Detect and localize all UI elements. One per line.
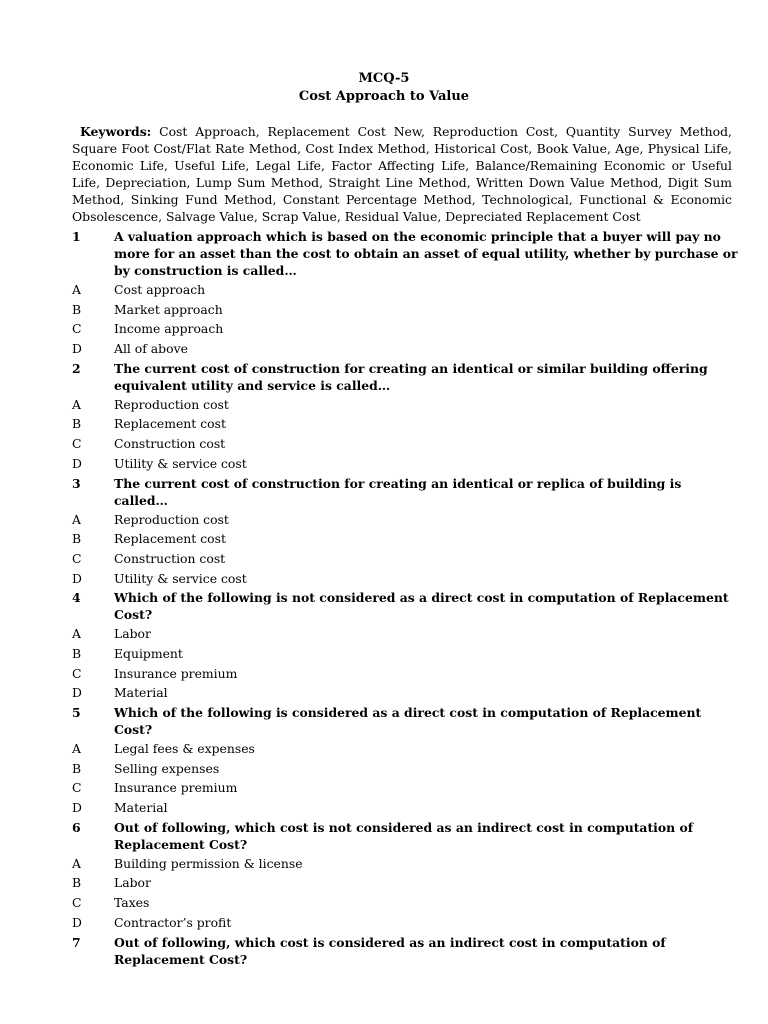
option-text: Replacement cost bbox=[114, 416, 226, 432]
question-text: Out of following, which cost is not considered as an indirect cost in computation of Replacement Cost? bbox=[114, 819, 694, 852]
option-letter: A bbox=[72, 741, 81, 756]
option-text: Building permission & license bbox=[114, 855, 303, 871]
option-row bbox=[72, 550, 738, 567]
option-text: Material bbox=[114, 685, 168, 701]
option-row bbox=[72, 625, 738, 642]
option-letter: C bbox=[72, 665, 82, 681]
option-row bbox=[72, 396, 738, 413]
question-text: Which of the following is not considered as a direct cost in computation of Replacement Cost? bbox=[114, 590, 729, 623]
option-text: Legal fees & expenses bbox=[114, 741, 255, 756]
option-text: Market approach bbox=[114, 301, 223, 317]
option-row bbox=[72, 894, 738, 911]
question-1 bbox=[72, 228, 738, 279]
question-text: Out of following, which cost is considered as an indirect cost in computation of Replacement Cost? bbox=[114, 934, 666, 967]
question-7 bbox=[72, 934, 738, 968]
option-letter: B bbox=[72, 416, 82, 432]
option-letter: D bbox=[72, 341, 82, 357]
option-row bbox=[72, 914, 738, 931]
option-row bbox=[72, 874, 738, 891]
question-number: 4 bbox=[72, 590, 81, 606]
option-row bbox=[72, 855, 738, 872]
option-text: Selling expenses bbox=[114, 760, 220, 776]
question-number: 5 bbox=[72, 705, 81, 720]
option-letter: C bbox=[72, 895, 82, 911]
option-row bbox=[72, 301, 738, 318]
option-row bbox=[72, 799, 738, 816]
option-text: Labor bbox=[114, 875, 151, 891]
question-number: 3 bbox=[72, 475, 81, 491]
option-row bbox=[72, 684, 738, 701]
option-text: Utility & service cost bbox=[114, 455, 247, 471]
option-row bbox=[72, 320, 738, 337]
option-text: Replacement cost bbox=[114, 531, 226, 547]
option-letter: B bbox=[72, 531, 82, 547]
option-text: Construction cost bbox=[114, 436, 226, 452]
option-letter: C bbox=[72, 436, 82, 452]
question-number: 1 bbox=[72, 229, 81, 244]
question-text: A valuation approach which is based on the economic principle that a buyer will pay no more for an asset than the cost to obtain an asset of equal utility, whether by purchase or by construction is called… bbox=[114, 229, 738, 278]
question-list bbox=[72, 226, 738, 970]
option-row bbox=[72, 665, 738, 682]
option-text: Equipment bbox=[114, 645, 183, 661]
option-letter: B bbox=[72, 645, 82, 661]
question-number: 6 bbox=[72, 819, 81, 835]
option-letter: B bbox=[72, 875, 82, 891]
option-row bbox=[72, 530, 738, 547]
question-number: 2 bbox=[72, 360, 81, 376]
option-letter: C bbox=[72, 550, 82, 566]
question-6 bbox=[72, 819, 738, 853]
option-text: Construction cost bbox=[114, 550, 226, 566]
option-text: All of above bbox=[114, 341, 188, 357]
document-title: MCQ-5 bbox=[358, 71, 410, 86]
question-3 bbox=[72, 475, 738, 509]
option-letter: D bbox=[72, 570, 82, 586]
option-row bbox=[72, 511, 738, 528]
question-text: Which of the following is considered as a direct cost in computation of Replacement Cost? bbox=[114, 705, 702, 737]
question-text: The current cost of construction for creating an identical or replica of building is called… bbox=[114, 475, 682, 508]
question-2 bbox=[72, 360, 738, 394]
option-letter: A bbox=[72, 511, 81, 527]
keywords-label: Keywords: bbox=[80, 124, 152, 139]
option-text: Cost approach bbox=[114, 282, 206, 297]
option-letter: B bbox=[72, 760, 82, 776]
option-row bbox=[72, 779, 738, 796]
option-text: Reproduction cost bbox=[114, 396, 229, 412]
keywords-paragraph bbox=[72, 123, 732, 225]
option-row bbox=[72, 281, 738, 298]
option-text: Utility & service cost bbox=[114, 570, 247, 586]
option-letter: C bbox=[72, 321, 82, 337]
option-text: Income approach bbox=[114, 321, 224, 337]
option-letter: A bbox=[72, 626, 81, 642]
option-letter: C bbox=[72, 780, 82, 796]
document-subtitle: Cost Approach to Value bbox=[298, 89, 470, 104]
option-text: Reproduction cost bbox=[114, 511, 229, 527]
option-text: Labor bbox=[114, 626, 151, 642]
option-text: Contractor’s profit bbox=[114, 914, 232, 930]
option-text: Insurance premium bbox=[114, 780, 238, 796]
option-row bbox=[72, 570, 738, 587]
option-letter: A bbox=[72, 396, 81, 412]
option-row bbox=[72, 740, 738, 757]
option-row bbox=[72, 340, 738, 357]
question-number: 7 bbox=[72, 934, 81, 950]
question-5 bbox=[72, 704, 738, 738]
option-letter: A bbox=[72, 282, 81, 297]
option-row bbox=[72, 645, 738, 662]
option-letter: B bbox=[72, 301, 82, 317]
option-letter: D bbox=[72, 455, 82, 471]
option-letter: A bbox=[72, 855, 81, 871]
option-letter: D bbox=[72, 914, 82, 930]
option-text: Material bbox=[114, 800, 168, 816]
option-letter: D bbox=[72, 800, 82, 816]
option-row bbox=[72, 415, 738, 432]
option-row bbox=[72, 435, 738, 452]
keywords-text: Cost Approach, Replacement Cost New, Reproduction Cost, Quantity Survey Method, Square Foot Cost/Flat Rate Method, Cost Index Method, Historical Cost, Book Value, Age, Physical Life, Economic Life, Useful Life, Legal Life, Factor Affecting Life, Balance/Remaining Economic or Useful Life, Depreciation, Lump Sum Method, Straight Line Method, Written Down Value Method, Digit Sum Method, Sinking Fund Method, Constant Percentage Method, Technological, Functional & Economic Obsolescence, Salvage Value, Scrap Value, Residual Value, Depreciated Replacement Cost bbox=[72, 124, 732, 224]
option-text: Insurance premium bbox=[114, 665, 238, 681]
option-letter: D bbox=[72, 685, 82, 701]
question-4 bbox=[72, 589, 738, 623]
option-row bbox=[72, 455, 738, 472]
question-text: The current cost of construction for creating an identical or similar building offering equivalent utility and service is called… bbox=[114, 360, 708, 393]
option-row bbox=[72, 760, 738, 777]
option-text: Taxes bbox=[114, 895, 150, 911]
